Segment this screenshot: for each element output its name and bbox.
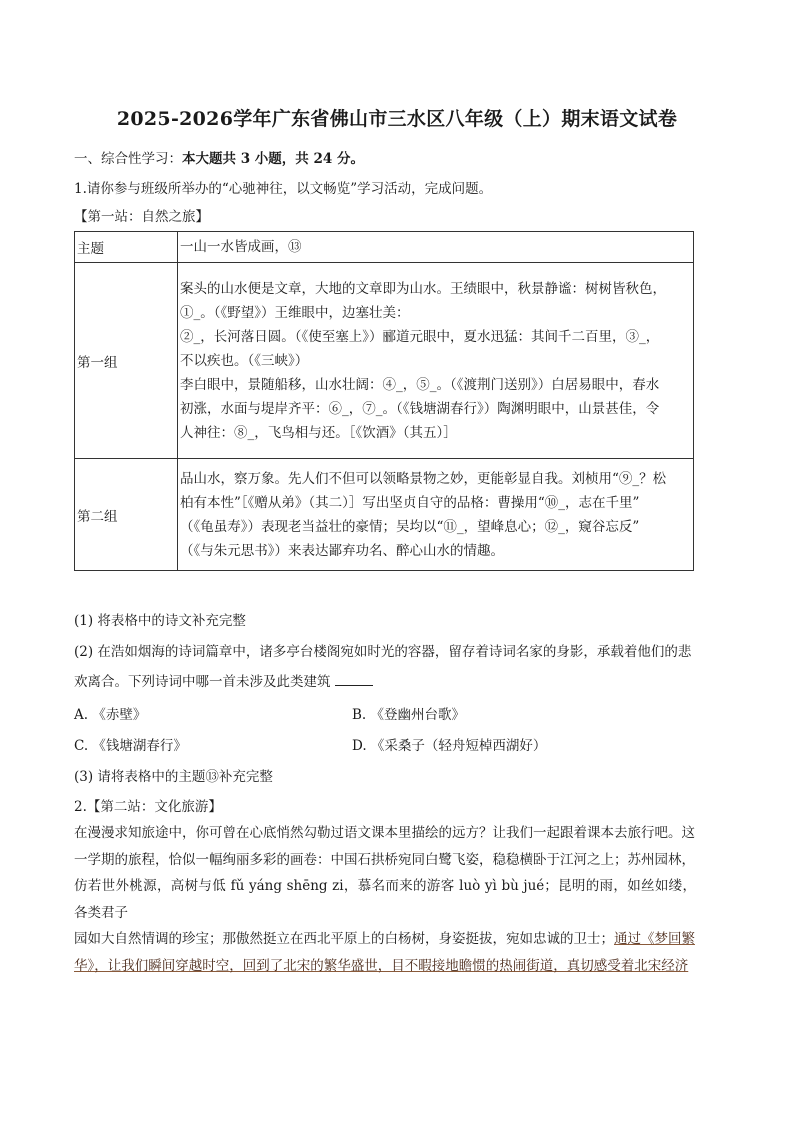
group2-line: 品山水，察万象。先人们不但可以领略景物之妙，更能彰显自我。刘桢用“⑨_？松 <box>180 470 667 487</box>
option-b[interactable]: B. 《登幽州台歌》 <box>352 707 466 723</box>
passage-line: 在漫漫求知旅途中，你可曾在心底悄然勾勒过语文课本里描绘的远方？让我们一起跟着课本去旅行吧。这 <box>74 825 695 841</box>
underlined-sentence: 华》，让我们瞬间穿越时空，回到了北宋的繁华盛世，目不暇接地瞻惯的热闹街道，真切感受着北宋经济 <box>74 957 689 974</box>
section-heading <box>74 147 364 167</box>
group2-content-cell <box>178 459 694 571</box>
section-prefix: 一、综合性学习： <box>74 151 182 167</box>
table-row <box>75 232 694 263</box>
section-score-info: 本大题共 3 小题，共 24 分。 <box>182 151 364 167</box>
passage-line <box>74 926 696 953</box>
sub-question-2-line1: (2) 在浩如烟海的诗词篇章中，诸多亭台楼阁宛如时光的容器，留存着诗词名家的身影，承载着他们的悲 <box>74 644 692 660</box>
station-1-label: 【第一站：自然之旅】 <box>74 209 209 225</box>
option-d[interactable]: D. 《采桑子（轻舟短棹西湖好） <box>352 738 547 754</box>
sub-question-3: (3) 请将表格中的主题⑬补充完整 <box>74 769 273 785</box>
group1-header-cell: 第一组 <box>75 263 178 459</box>
sub-question-2-text: 欢离合。下列诗词中哪一首未涉及此类建筑 <box>74 674 331 690</box>
table-row <box>75 459 694 571</box>
group1-content-cell <box>178 263 694 459</box>
theme-header-cell: 主题 <box>75 232 178 263</box>
underlined-sentence: 通过《梦回繁 <box>614 931 695 947</box>
group2-line: （《龟虽寿》）表现老当益壮的豪情；吴均以“⑪_，望峰息心；⑫_，窥谷忘反” <box>180 518 640 535</box>
page-title: 2025-2026学年广东省佛山市三水区八年级（上）期末语文试卷 <box>116 108 678 130</box>
sub-question-1: (1) 将表格中的诗文补充完整 <box>74 613 246 629</box>
passage-line: 仿若世外桃源，高树与低 fǔ yáng shēng zi，慕名而来的游客 luò yì bù jué；昆明的雨，如丝如缕，各类君子 <box>74 878 696 921</box>
option-a[interactable]: A. 《赤壁》 <box>74 707 147 723</box>
poem-table <box>74 231 694 571</box>
option-c[interactable]: C. 《钱塘湖春行》 <box>74 738 187 754</box>
question-1-intro: 1.请你参与班级所举办的“心驰神往，以文畅览”学习活动，完成问题。 <box>74 181 493 197</box>
passage-line: 一学期的旅程，恰似一幅绚丽多彩的画卷：中国石拱桥宛同白鹭飞姿，稳稳横卧于江河之上；苏州园林， <box>74 851 695 868</box>
passage-text: 园如大自然情调的珍宝；那傲然挺立在西北平原上的白杨树，身姿挺拔，宛如忠诚的卫士； <box>74 931 614 947</box>
group2-line: 柏有本性”［《赠从弟》（其二）］写出坚贞自守的品格：曹操用“⑩_，志在千里” <box>180 494 640 511</box>
group1-line: 案头的山水便是文章，大地的文章即为山水。王绩眼中，秋景静谧：树树皆秋色， <box>180 280 666 297</box>
group1-line: 初涨，水面与堤岸齐平：⑥_，⑦_。（《钱塘湖春行》）陶渊明眼中，山景甚佳，令 <box>180 400 660 417</box>
answer-blank[interactable] <box>335 673 373 686</box>
sub-question-2-line2 <box>74 670 373 690</box>
question-2-passage <box>74 820 696 979</box>
group1-line: 人神往：⑧_，飞鸟相与还。［《饮酒》（其五）］ <box>180 424 457 441</box>
group1-line: ②_，长河落日圆。（《使至塞上》）郦道元眼中，夏水迅猛：其间千二百里，③_， <box>180 328 660 345</box>
group2-line: （《与朱元思书》）来表达鄙弃功名、醉心山水的情趣。 <box>180 542 504 559</box>
group1-line: 李白眼中，景随船移，山水壮阔：④_，⑤_。（《渡荆门送别》）白居易眼中，春水 <box>180 376 660 393</box>
table-row <box>75 263 694 459</box>
question-2-intro: 2.【第二站：文化旅游】 <box>74 799 222 815</box>
group2-header-cell: 第二组 <box>75 459 178 571</box>
passage-line <box>74 953 696 980</box>
group1-line: 不以疾也。（《三峡》） <box>180 352 309 369</box>
theme-content-cell: 一山一水皆成画，⑬ <box>178 232 694 263</box>
group1-line: ①_。（《野望》）王维眼中，边塞壮美： <box>180 304 410 321</box>
